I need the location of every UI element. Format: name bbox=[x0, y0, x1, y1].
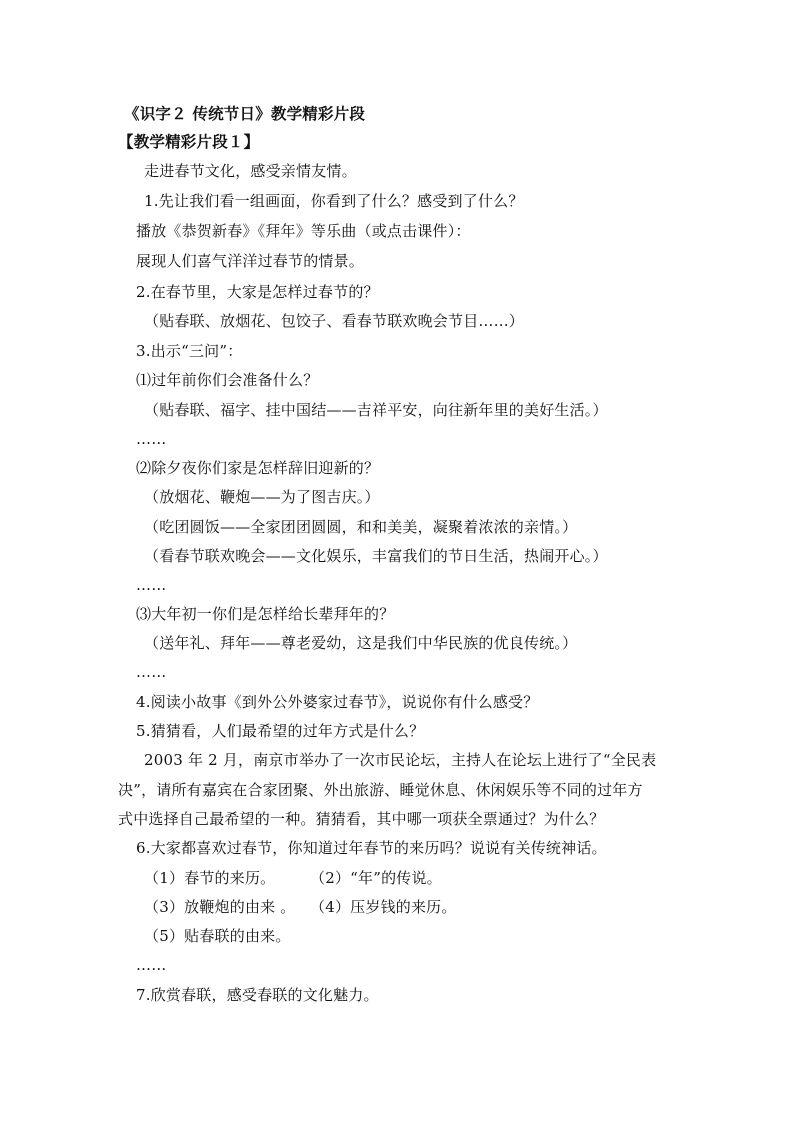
ellipsis: …… bbox=[136, 576, 167, 594]
document-title: 《识字２ 传统节日》教学精彩片段 bbox=[124, 104, 366, 123]
text-line: 6.大家都喜欢过春节，你知道过年春节的来历吗？说说有关传统神话。 bbox=[136, 839, 607, 857]
ellipsis: …… bbox=[136, 663, 167, 681]
intro-line: 走进春节文化，感受亲情友情。 bbox=[144, 162, 357, 180]
text-line: 4.阅读小故事《到外公外婆家过春节》，说说你有什么感受？ bbox=[136, 693, 539, 711]
text-line: （看春节联欢晚会——文化娱乐，丰富我们的节日生活，热闹开心。） bbox=[144, 547, 608, 565]
option-item: （3）放鞭炮的由来 。 bbox=[144, 898, 296, 916]
text-line: 5.猜猜看，人们最希望的过年方式是什么？ bbox=[136, 722, 425, 740]
text-line: （贴春联、福字、挂中国结——吉祥平安，向往新年里的美好生活。） bbox=[144, 401, 608, 419]
text-line: ⑴过年前你们会准备什么？ bbox=[136, 371, 319, 389]
text-line: （贴春联、放烟花、包饺子、看春节联欢晚会节目……） bbox=[144, 312, 525, 330]
paragraph-line: 决”，请所有嘉宾在合家团聚、外出旅游、睡觉休息、休闲娱乐等不同的过年方 bbox=[118, 781, 643, 799]
text-line: （送年礼、拜年——尊老爱幼，这是我们中华民族的优良传统。） bbox=[144, 634, 578, 652]
section-heading: 【教学精彩片段１】 bbox=[118, 132, 260, 151]
option-item: （5）贴春联的由来。 bbox=[144, 927, 291, 945]
text-line: 播放《恭贺新春》《拜年》等乐曲（或点击课件）： bbox=[136, 222, 471, 240]
option-item: （2）“年”的传说。 bbox=[310, 869, 442, 887]
option-row bbox=[144, 897, 544, 917]
paragraph-line: 式中选择自己最希望的一种。猜猜看，其中哪一项获全票通过？为什么？ bbox=[118, 810, 605, 828]
text-line: 3.出示“三问”： bbox=[136, 342, 243, 360]
text-line: ⑶大年初一你们是怎样给长辈拜年的？ bbox=[136, 605, 395, 623]
paragraph-line: 2003 年 2 月，南京市举办了一次市民论坛，主持人在论坛上进行了“全民表 bbox=[144, 751, 657, 769]
ellipsis: …… bbox=[136, 430, 167, 448]
text-line: 7.欣赏春联，感受春联的文化魅力。 bbox=[136, 986, 379, 1004]
option-row bbox=[144, 868, 544, 888]
ellipsis: …… bbox=[136, 956, 167, 974]
text-line: ⑵除夕夜你们家是怎样辞旧迎新的？ bbox=[136, 459, 380, 477]
option-item: （1）春节的来历。 bbox=[144, 869, 276, 887]
text-line: （放烟花、鞭炮——为了图吉庆。） bbox=[144, 488, 380, 506]
option-item: （4）压岁钱的来历。 bbox=[310, 898, 457, 916]
text-line: 2.在春节里，大家是怎样过春节的？ bbox=[136, 283, 379, 301]
text-line: （吃团圆饭——全家团团圆圆，和和美美，凝聚着浓浓的亲情。） bbox=[144, 518, 578, 536]
text-line: 展现人们喜气洋洋过春节的情景。 bbox=[136, 252, 365, 270]
text-line: 1.先让我们看一组画面，你看到了什么？感受到了什么？ bbox=[144, 192, 524, 210]
